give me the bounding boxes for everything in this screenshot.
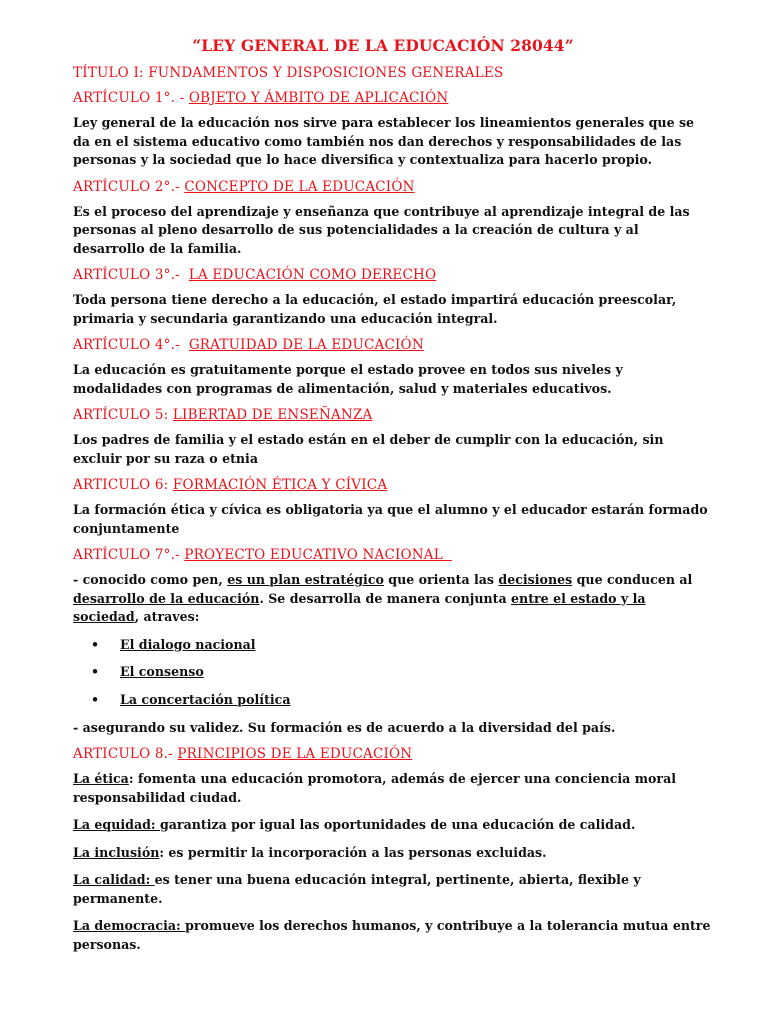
bullet-text: El dialogo nacional — [120, 636, 256, 652]
article-6-prefix: ARTICULO 6: — [73, 477, 173, 493]
list-item — [91, 663, 768, 681]
article-5-heading — [73, 407, 768, 423]
article-4-prefix: ARTÍCULO 4°.- — [73, 337, 189, 353]
article-7-bullet-list — [73, 636, 768, 709]
article-7-body — [73, 571, 713, 627]
article-7-prefix: ARTÍCULO 7°.- — [73, 547, 185, 563]
principle-term: La inclusión — [73, 844, 160, 860]
article-2-body: Es el proceso del aprendizaje y enseñanza que contribuye al aprendizaje integral de las personas al pleno desarrollo de sus potencialidades a la creación de cultura y al desarrollo de la familia. — [73, 203, 690, 256]
principle-term: La equidad: — [73, 817, 160, 832]
article-7-text-8: entre el estado y la sociedad — [73, 590, 646, 624]
principle-term: La democracia: — [73, 918, 186, 933]
article-3-prefix: ARTÍCULO 3°.- — [73, 267, 189, 283]
list-item — [91, 636, 768, 654]
principle-text: : es permitir la incorporación a las personas excluidas. — [159, 844, 547, 860]
article-8-heading — [73, 746, 768, 762]
article-6-body: La formación ética y cívica es obligatoria ya que el alumno y el educador estarán formado conjuntamente — [73, 502, 708, 536]
principle-term: La calidad: — [73, 872, 155, 887]
principle-term: La ética — [73, 771, 129, 786]
article-2-title: CONCEPTO DE LA EDUCACIÓN — [184, 178, 415, 195]
article-4-heading — [73, 337, 768, 353]
article-6-heading — [73, 477, 768, 493]
article-4-body: La educación es gratuitamente porque el estado provee en todos sus niveles y modalidades con programas de alimentación, salud y materiales educativos. — [73, 362, 623, 396]
principle-democracia — [73, 917, 713, 954]
article-3-heading — [73, 267, 768, 283]
article-7-text-4: decisiones — [498, 572, 573, 587]
principle-text: es tener una buena educación integral, pertinente, abierta, flexible y permanente. — [73, 872, 641, 906]
article-5-prefix: ARTÍCULO 5: — [73, 407, 173, 423]
bullet-text: La concertación política — [120, 691, 291, 707]
article-3-title: LA EDUCACIÓN COMO DERECHO — [188, 267, 437, 283]
list-item — [91, 691, 768, 709]
article-8-title: PRINCIPIOS DE LA EDUCACIÓN — [177, 746, 413, 762]
article-1-heading — [73, 90, 768, 106]
article-7-title: PROYECTO EDUCATIVO NACIONAL — [184, 547, 452, 563]
article-4-title: GRATUIDAD DE LA EDUCACIÓN — [188, 337, 424, 353]
article-2-prefix: ARTÍCULO 2°.- — [73, 178, 185, 195]
article-7-text-3: que orienta las — [383, 572, 499, 587]
article-7-text-1: - conocido como pen, — [73, 572, 228, 587]
article-3-body: Toda persona tiene derecho a la educación, el estado impartirá educación preescolar, primaria y secundaria garantizando una educación integral. — [73, 292, 677, 326]
article-7-text-7: . Se desarrolla de manera conjunta — [259, 590, 512, 606]
principle-inclusion — [73, 844, 713, 863]
principle-etica — [73, 770, 713, 807]
article-7-closing: - asegurando su validez. Su formación es de acuerdo a la diversidad del país. — [73, 719, 616, 735]
article-7-text-5: que conducen al — [572, 572, 693, 587]
bullet-icon: • — [91, 691, 100, 707]
article-7-heading — [73, 547, 768, 563]
bullet-text: El consenso — [120, 664, 204, 679]
article-5-body: Los padres de familia y el estado están en el deber de cumplir con la educación, sin excluir por su raza o etnia — [73, 432, 664, 466]
bullet-icon: • — [91, 636, 100, 652]
article-1-body: Ley general de la educación nos sirve para establecer los lineamientos generales que se da en el sistema educativo como también nos dan derechos y responsabilidades de las personas y la sociedad que lo hace diversifica y contextualiza para hacerlo propio. — [73, 115, 695, 167]
article-8-prefix: ARTICULO 8.- — [73, 746, 178, 762]
titulo-heading: TÍTULO I: FUNDAMENTOS Y DISPOSICIONES GENERALES — [73, 65, 504, 81]
article-1-title: OBJETO Y ÁMBITO DE APLICACIÓN — [188, 90, 449, 106]
principle-text: promueve los derechos humanos, y contribuye a la tolerancia mutua entre personas. — [73, 918, 711, 952]
article-7-text-2: es un plan estratégico — [227, 572, 384, 587]
article-7-text-9: , atraves: — [134, 609, 200, 624]
bullet-icon: • — [91, 664, 100, 679]
document-title: “LEY GENERAL DE LA EDUCACIÓN 28044” — [192, 36, 574, 55]
principle-calidad — [73, 871, 713, 908]
article-2-heading — [73, 179, 768, 195]
principle-equidad — [73, 816, 713, 835]
article-1-prefix: ARTÍCULO 1°. - — [73, 90, 189, 106]
principle-text: garantiza por igual las oportunidades de una educación de calidad. — [159, 817, 636, 832]
article-5-title: LIBERTAD DE ENSEÑANZA — [172, 407, 373, 423]
article-7-text-6: desarrollo de la educación — [73, 590, 260, 606]
principle-text: : fomenta una educación promotora, además de ejercer una conciencia moral responsabilidad ciudad. — [73, 771, 677, 805]
article-6-title: FORMACIÓN ÉTICA Y CÍVICA — [172, 477, 388, 493]
